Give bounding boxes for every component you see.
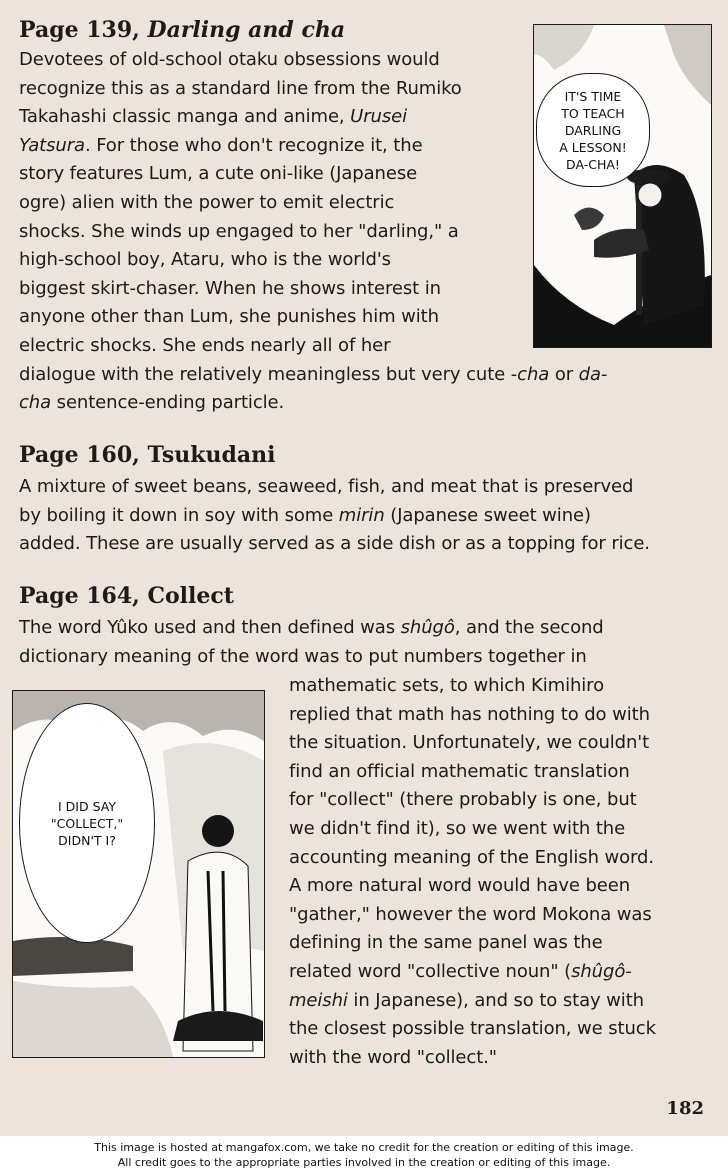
page-number: 182 [666,1098,704,1119]
paragraph-tsukudani [19,473,650,559]
heading-collect: Page 164, Collect [19,583,234,609]
text-line: cha sentence-ending particle. [19,392,285,414]
text-line: find an official mathematic translation [289,760,630,782]
heading-term: Darling and cha [147,17,346,43]
text-line: electric shocks. She ends nearly all of her [19,334,391,356]
heading-tsukudani: Page 160, Tsukudani [19,442,276,468]
speech-line: DARLING [564,122,622,138]
text-line: ogre) alien with the power to emit electric [19,191,395,213]
manga-panel-lum [533,24,712,348]
text-line: replied that math has nothing to do with [289,703,650,725]
hosting-notice [0,1140,728,1170]
text-line: we didn't find it), so we went with the [289,817,626,839]
text-line: The word Yûko used and then defined was shûgô, and the second [19,617,604,638]
text-line: recognize this as a standard line from the Rumiko [19,77,462,99]
text-line: accounting meaning of the English word. [289,846,654,868]
hosting-notice-line1: This image is hosted at mangafox.com, we take no credit for the creation or editing of this image. [94,1141,634,1154]
text-line: for "collect" (there probably is one, but [289,789,637,811]
text-line: biggest skirt-chaser. When he shows interest in [19,277,441,299]
text-line: mathematic sets, to which Kimihiro [289,675,604,696]
text-line: the closest possible translation, we stuck [289,1018,656,1040]
text-line: dialogue with the relatively meaningless but very cute -cha or da- [19,363,608,385]
speech-line: DA-CHA! [566,156,620,172]
text-line: with the word "collect." [289,1046,497,1068]
text-line: Takahashi classic manga and anime, Urusei [19,106,408,128]
speech-line: IT'S TIME [564,88,622,104]
paragraph-collect-intro [19,614,604,671]
text-line: the situation. Unfortunately, we couldn't [289,732,650,754]
text-line: A more natural word would have been [289,875,631,897]
text-line: related word "collective noun" (shûgô- [289,960,632,982]
paragraph-collect-body [289,672,656,1072]
text-line: by boiling it down in soy with some mirin (Japanese sweet wine) [19,504,591,526]
text-line: "gather," however the word Mokona was [289,903,652,925]
speech-balloon-panel1 [536,73,650,187]
heading-darling-and-cha [19,15,345,45]
text-line: added. These are usually served as a side dish or as a topping for rice. [19,533,650,555]
text-line: defining in the same panel was the [289,932,603,954]
speech-line: A LESSON! [559,139,627,155]
text-line: high-school boy, Ataru, who is the world's [19,249,391,271]
text-line: meishi in Japanese), and so to stay with [289,989,644,1011]
speech-line: DIDN'T I? [58,832,116,848]
hosting-notice-line2: All credit goes to the appropriate parties involved in the creation or editing of this image. [117,1156,611,1169]
text-line: dictionary meaning of the word was to put numbers together in [19,645,587,667]
text-line: Devotees of old-school otaku obsessions would [19,49,440,70]
text-line: Yatsura. For those who don't recognize it, the [19,134,423,156]
manga-panel-yuko [12,690,265,1058]
text-line: shocks. She winds up engaged to her "darling," a [19,220,459,242]
speech-balloon-panel2 [19,703,155,943]
text-line: anyone other than Lum, she punishes him with [19,306,439,328]
text-line: A mixture of sweet beans, seaweed, fish, and meat that is preserved [19,476,634,497]
speech-line: I DID SAY [58,798,116,814]
speech-line: TO TEACH [561,105,625,121]
heading-prefix: Page 139, [19,17,148,43]
paragraph-darling-and-cha [19,46,607,418]
text-line: story features Lum, a cute oni-like (Japanese [19,163,418,185]
speech-line: "COLLECT," [50,815,124,831]
lum-illustration [534,25,711,347]
